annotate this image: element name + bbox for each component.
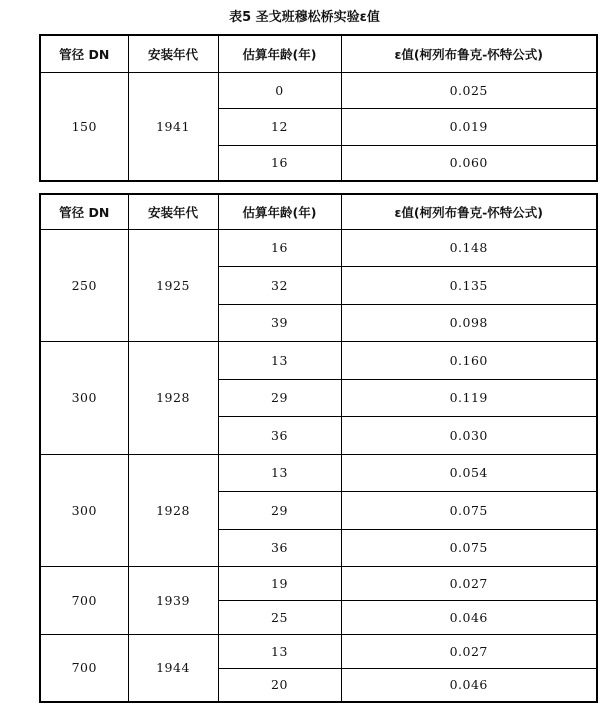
cell-diameter: 700: [40, 566, 128, 634]
cell-epsilon: 0.027: [341, 634, 597, 668]
header-estimated-age: 估算年龄(年): [218, 194, 341, 229]
cell-install-year: 1928: [128, 454, 218, 566]
cell-age: 13: [218, 341, 341, 379]
cell-age: 29: [218, 491, 341, 529]
cell-age: 39: [218, 304, 341, 341]
cell-epsilon: 0.075: [341, 491, 597, 529]
cell-epsilon: 0.046: [341, 668, 597, 702]
header-diameter: 管径 DN: [40, 35, 128, 72]
cell-epsilon: 0.046: [341, 600, 597, 634]
cell-epsilon: 0.030: [341, 416, 597, 454]
cell-install-year: 1928: [128, 341, 218, 454]
cell-epsilon: 0.160: [341, 341, 597, 379]
cell-age: 13: [218, 454, 341, 491]
cell-epsilon: 0.019: [341, 108, 597, 145]
cell-install-year: 1939: [128, 566, 218, 634]
cell-epsilon: 0.075: [341, 529, 597, 566]
epsilon-table-2: [39, 193, 598, 703]
header-epsilon: ε值(柯列布鲁克-怀特公式): [341, 35, 597, 72]
cell-install-year: 1925: [128, 229, 218, 341]
cell-epsilon: 0.098: [341, 304, 597, 341]
cell-age: 19: [218, 566, 341, 600]
cell-age: 12: [218, 108, 341, 145]
cell-epsilon: 0.060: [341, 145, 597, 181]
cell-install-year: 1944: [128, 634, 218, 702]
cell-age: 25: [218, 600, 341, 634]
cell-epsilon: 0.148: [341, 229, 597, 266]
cell-epsilon: 0.027: [341, 566, 597, 600]
cell-diameter: 300: [40, 341, 128, 454]
cell-age: 16: [218, 229, 341, 266]
cell-age: 36: [218, 416, 341, 454]
cell-age: 29: [218, 379, 341, 416]
header-estimated-age: 估算年龄(年): [218, 35, 341, 72]
cell-epsilon: 0.054: [341, 454, 597, 491]
header-diameter: 管径 DN: [40, 194, 128, 229]
table-title: 表5 圣戈班穆松桥实验ε值: [229, 10, 380, 25]
cell-diameter: 300: [40, 454, 128, 566]
cell-age: 13: [218, 634, 341, 668]
header-install-year: 安装年代: [128, 194, 218, 229]
header-install-year: 安装年代: [128, 35, 218, 72]
cell-epsilon: 0.025: [341, 72, 597, 108]
cell-install-year: 1941: [128, 72, 218, 181]
cell-epsilon: 0.119: [341, 379, 597, 416]
cell-age: 32: [218, 266, 341, 304]
cell-diameter: 250: [40, 229, 128, 341]
cell-age: 0: [218, 72, 341, 108]
cell-diameter: 150: [40, 72, 128, 181]
cell-epsilon: 0.135: [341, 266, 597, 304]
cell-diameter: 700: [40, 634, 128, 702]
epsilon-table-1: [39, 34, 598, 182]
cell-age: 20: [218, 668, 341, 702]
cell-age: 16: [218, 145, 341, 181]
header-epsilon: ε值(柯列布鲁克-怀特公式): [341, 194, 597, 229]
cell-age: 36: [218, 529, 341, 566]
